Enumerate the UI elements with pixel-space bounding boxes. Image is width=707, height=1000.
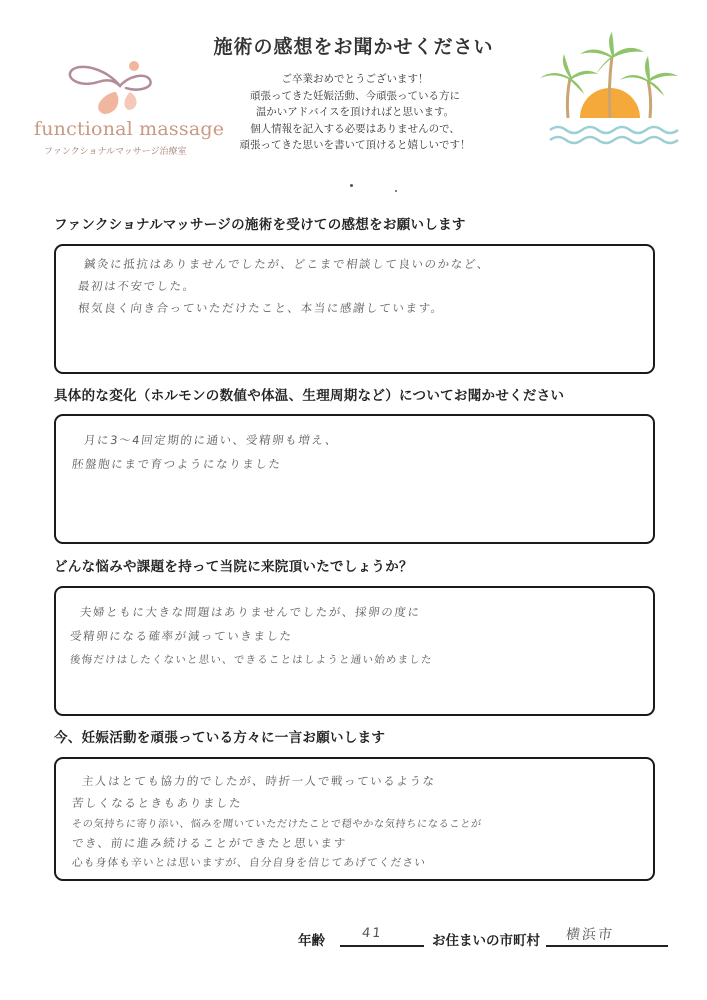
answer-line: 後悔だけはしたくないと思い、できることはしようと通い始めました [69, 654, 434, 666]
answer-box-2 [54, 414, 655, 544]
answer-line: 夫婦ともに大きな問題はありませんでしたが、採卵の度に [79, 605, 422, 619]
intro-line: 温かいアドバイスを頂ければと思います。 [255, 106, 455, 118]
intro-line: 個人情報を記入する必要はありませんので、 [250, 122, 460, 135]
question-2: 具体的な変化（ホルモンの数値や体温、生理周期など）についてお聞かせください [54, 388, 565, 404]
question-1: ファンクショナルマッサージの施術を受けての感想をお願いします [54, 217, 466, 233]
intro-message [205, 71, 505, 154]
answer-box-3 [54, 586, 655, 716]
scan-mark [395, 190, 397, 192]
age-value: 41 [361, 926, 384, 941]
age-label: 年齢 [298, 933, 325, 949]
answer-box-4 [54, 757, 655, 881]
brand-subtitle: ファンクショナルマッサージ治療室 [44, 147, 187, 157]
page-title: 施術の感想をお聞かせください [213, 36, 494, 58]
answer-line: 月に3〜4回定期的に通い、受精卵も増え、 [83, 433, 340, 447]
answer-line: 根気良く向き合っていただけたこと、本当に感謝しています。 [77, 301, 445, 315]
brand-name: functional massage [34, 118, 225, 140]
question-4: 今、妊娠活動を頑張っている方々に一言お願いします [54, 730, 386, 746]
intro-line: 頑張ってきた妊娠活動、今頑張っている方に [250, 89, 460, 102]
question-3: どんな悩みや課題を持って当院に来院頂いたでしょうか？ [54, 559, 413, 575]
answer-line: 胚盤胞にまで育つようになりました [71, 457, 283, 471]
city-value: 横浜市 [565, 927, 615, 943]
brand-logo [30, 52, 225, 162]
answer-line: 鍼灸に抵抗はありませんでしたが、どこまで相談して良いのかなど、 [83, 257, 491, 271]
scan-mark [350, 184, 353, 187]
intro-line: ご卒業おめでとうございます！ [281, 73, 429, 85]
logo-mark-icon [30, 52, 220, 122]
answer-line: 最初は不安でした。 [77, 279, 197, 293]
answer-line: 受精卵になる確率が減っていきました [69, 629, 294, 643]
intro-line: 頑張ってきた思いを書いて頂けると嬉しいです！ [239, 139, 471, 151]
city-label: お住まいの市町村 [432, 933, 540, 949]
age-underline [340, 945, 424, 947]
answer-line: その気持ちに寄り添い、悩みを聞いていただけたことで穏やかな気持ちになることが [71, 819, 483, 830]
city-underline [546, 945, 668, 947]
answer-line: 主人はとても協力的でしたが、時折一人で戦っているような [81, 774, 437, 788]
answer-line: でき、前に進み続けることができたと思います [71, 836, 348, 850]
answer-line: 苦しくなるときもありました [71, 796, 244, 810]
palm-sunset-illustration [530, 28, 690, 158]
answer-box-1 [54, 244, 655, 374]
answer-line: 心も身体も辛いとは思いますが、自分自身を信じてあげてください [71, 856, 427, 869]
